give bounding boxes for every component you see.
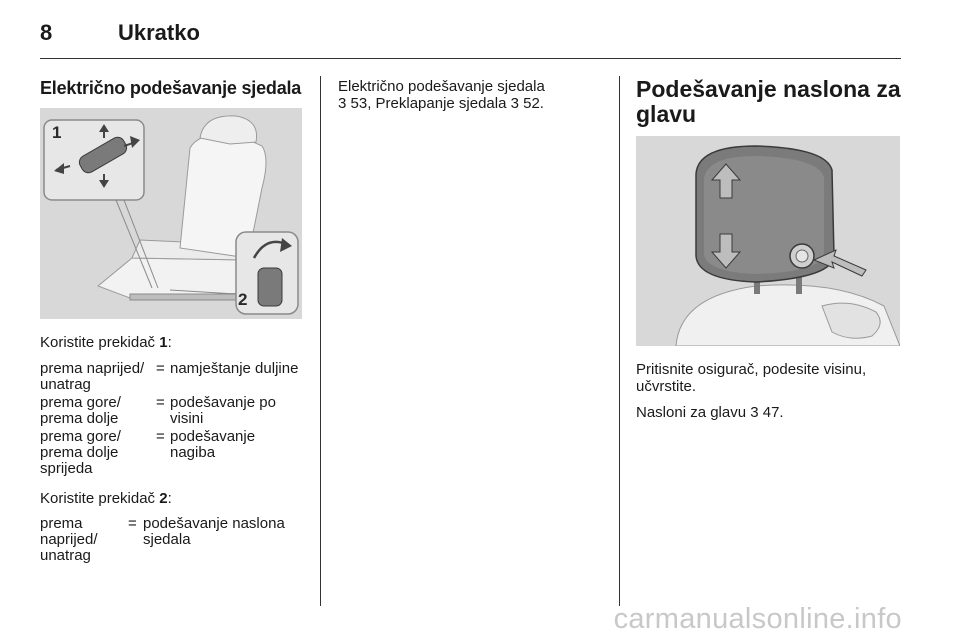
switch-1-action: prema naprijed/ unatrag: [40, 360, 145, 393]
headrest-reference[interactable]: Nasloni za glavu 3 47.: [636, 404, 784, 421]
switch-1-table: [40, 361, 300, 477]
callout-2-label: 2: [238, 290, 248, 309]
switch-1-action: prema gore/ prema dolje sprijeda: [40, 428, 121, 477]
switch-1-intro: Koristite prekidač 1:: [40, 334, 172, 351]
watermark: carmanualsonline.info: [613, 603, 902, 635]
switch-1-equals: =: [156, 360, 165, 377]
headrest-instruction: Pritisnite osigurač, podesite visinu, učvrstite.: [636, 361, 867, 395]
switch-1-equals: =: [156, 394, 165, 411]
switch-1-result: namještanje duljine: [170, 360, 299, 377]
callout-1-label: 1: [52, 123, 62, 142]
headrest-figure: [636, 136, 900, 346]
switch-2-result: podešavanje naslona sjedala: [143, 515, 285, 548]
switch-1-result: podešavanje nagiba: [170, 428, 256, 461]
seat-illustration: [40, 108, 302, 319]
cross-reference-text: [338, 78, 608, 112]
section-title-seat-adjustment: Električno podešavanje sjedala: [40, 78, 302, 98]
page-number: 8: [40, 20, 53, 45]
switch-2-table: [40, 516, 303, 564]
cross-reference-line-2[interactable]: 3 53, Preklapanje sjedala 3 52.: [338, 95, 544, 112]
section-title-headrest: Podešavanje naslona za glavu: [636, 76, 901, 127]
switch-2-action: prema naprijed/ unatrag: [40, 515, 98, 564]
switch-1-result: podešavanje po visini: [170, 394, 276, 427]
headrest-illustration: [636, 136, 900, 346]
column-divider-right: [619, 76, 620, 606]
switch-2-intro: Koristite prekidač 2:: [40, 490, 172, 507]
header-rule: [40, 58, 901, 59]
chapter-title: Ukratko: [118, 20, 200, 45]
seat-adjustment-figure: [40, 108, 302, 319]
switch-1-equals: =: [156, 428, 165, 445]
cross-reference-line-1: Električno podešavanje sjedala: [338, 78, 545, 95]
column-divider-left: [320, 76, 321, 606]
switch-1-action: prema gore/ prema dolje: [40, 394, 121, 427]
switch-1-number: 1: [159, 334, 168, 351]
switch-2-equals: =: [128, 515, 137, 532]
switch-2-number: 2: [159, 490, 168, 507]
